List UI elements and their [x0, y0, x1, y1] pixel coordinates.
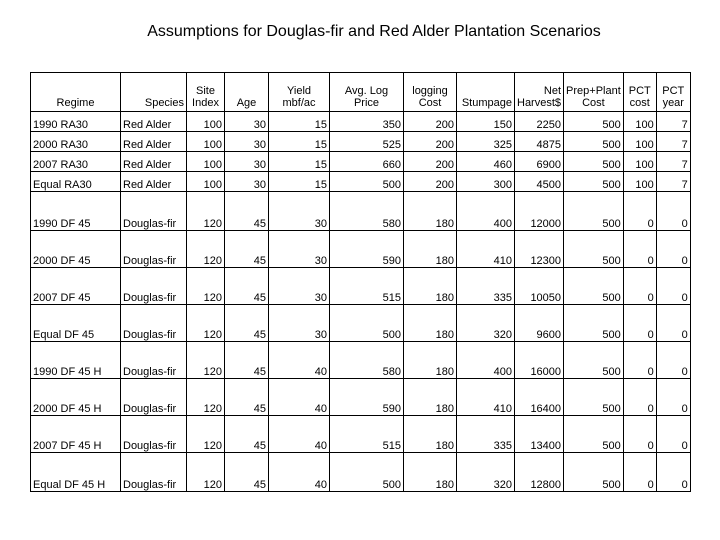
table-cell: 500 [564, 231, 624, 268]
page-title: Assumptions for Douglas-fir and Red Alder Plantation Scenarios [147, 23, 601, 40]
table-cell: 0 [656, 416, 690, 453]
table-cell: 590 [330, 379, 404, 416]
table-cell: 2007 RA30 [31, 152, 121, 172]
table-cell: 590 [330, 231, 404, 268]
table-cell: 0 [623, 342, 656, 379]
table-cell: 2000 DF 45 H [31, 379, 121, 416]
header-prep-plant-cost: Prep+Plant Cost [564, 73, 624, 112]
table-cell: 0 [623, 268, 656, 305]
table-cell: Douglas-fir [121, 231, 187, 268]
table-cell: 2007 DF 45 H [31, 416, 121, 453]
table-cell: 180 [404, 453, 457, 492]
table-cell: Douglas-fir [121, 305, 187, 342]
table-cell: 16400 [515, 379, 564, 416]
table-row [31, 192, 691, 231]
table-cell: 45 [225, 231, 269, 268]
table-cell: 15 [269, 172, 330, 192]
table-cell: 45 [225, 379, 269, 416]
table-cell: 0 [656, 268, 690, 305]
table-cell: 400 [457, 342, 515, 379]
table-cell: 500 [564, 342, 624, 379]
header-stumpage: Stumpage [457, 73, 515, 112]
table-cell: 45 [225, 453, 269, 492]
header-logging-cost: logging Cost [404, 73, 457, 112]
table-cell: 15 [269, 132, 330, 152]
table-cell: 2007 DF 45 [31, 268, 121, 305]
table-cell: 45 [225, 268, 269, 305]
table-cell: 580 [330, 192, 404, 231]
table-cell: 660 [330, 152, 404, 172]
table-cell: 6900 [515, 152, 564, 172]
table-cell: 13400 [515, 416, 564, 453]
table-cell: 0 [656, 192, 690, 231]
table-cell: 460 [457, 152, 515, 172]
table-cell: 0 [656, 379, 690, 416]
table-cell: 500 [564, 268, 624, 305]
assumptions-table [30, 72, 691, 492]
table-cell: 0 [656, 305, 690, 342]
table-cell: 1990 DF 45 [31, 192, 121, 231]
table-cell: 180 [404, 416, 457, 453]
table-row [31, 453, 691, 492]
table-cell: 45 [225, 192, 269, 231]
table-cell: 320 [457, 305, 515, 342]
header-pct-year: PCT year [656, 73, 690, 112]
table-cell: 120 [187, 231, 225, 268]
table-cell: 10050 [515, 268, 564, 305]
table-cell: 40 [269, 342, 330, 379]
table-cell: 30 [225, 172, 269, 192]
header-regime: Regime [31, 73, 121, 112]
table-cell: 45 [225, 305, 269, 342]
table-cell: 400 [457, 192, 515, 231]
table-cell: 120 [187, 268, 225, 305]
table-row [31, 268, 691, 305]
table-cell: 100 [623, 152, 656, 172]
table-cell: Douglas-fir [121, 342, 187, 379]
table-cell: 30 [225, 112, 269, 132]
table-row [31, 172, 691, 192]
table-cell: 1990 DF 45 H [31, 342, 121, 379]
header-species: Species [121, 73, 187, 112]
table-cell: 120 [187, 416, 225, 453]
table-body [31, 112, 691, 492]
table-cell: 100 [187, 152, 225, 172]
table-cell: 335 [457, 416, 515, 453]
table-cell: 45 [225, 416, 269, 453]
table-cell: 500 [564, 172, 624, 192]
table-cell: 0 [656, 453, 690, 492]
table-cell: 500 [564, 416, 624, 453]
table-row [31, 416, 691, 453]
table-cell: 7 [656, 112, 690, 132]
table-cell: 410 [457, 379, 515, 416]
table-cell: 500 [330, 305, 404, 342]
table-cell: 180 [404, 379, 457, 416]
table-cell: 12800 [515, 453, 564, 492]
table-cell: 12300 [515, 231, 564, 268]
table-cell: 180 [404, 192, 457, 231]
table-cell: 200 [404, 112, 457, 132]
table-cell: 525 [330, 132, 404, 152]
table-cell: 15 [269, 112, 330, 132]
table-cell: 120 [187, 379, 225, 416]
table-cell: 30 [269, 305, 330, 342]
table-cell: Red Alder [121, 172, 187, 192]
table-cell: 500 [564, 132, 624, 152]
table-cell: 500 [564, 379, 624, 416]
table-cell: 15 [269, 152, 330, 172]
table-cell: 2000 DF 45 [31, 231, 121, 268]
table-row [31, 342, 691, 379]
table-cell: 100 [623, 112, 656, 132]
table-cell: 30 [269, 231, 330, 268]
table-row [31, 231, 691, 268]
table-cell: 100 [623, 172, 656, 192]
table-cell: Douglas-fir [121, 453, 187, 492]
table-cell: 30 [269, 268, 330, 305]
table-cell: Red Alder [121, 132, 187, 152]
table-cell: 4500 [515, 172, 564, 192]
table-cell: 515 [330, 416, 404, 453]
table-cell: 335 [457, 268, 515, 305]
header-avg-log-price: Avg. Log Price [330, 73, 404, 112]
table-cell: 0 [656, 342, 690, 379]
table-cell: 12000 [515, 192, 564, 231]
table-cell: 325 [457, 132, 515, 152]
table-cell: 580 [330, 342, 404, 379]
table-cell: 7 [656, 172, 690, 192]
table-cell: 100 [187, 112, 225, 132]
table-cell: 0 [623, 231, 656, 268]
table-cell: 30 [269, 192, 330, 231]
table-row [31, 112, 691, 132]
table-cell: 0 [623, 379, 656, 416]
table-cell: 0 [656, 231, 690, 268]
table-cell: 500 [564, 453, 624, 492]
table-cell: 100 [623, 132, 656, 152]
table-cell: 515 [330, 268, 404, 305]
table-cell: 0 [623, 305, 656, 342]
table-cell: 7 [656, 132, 690, 152]
table-cell: Equal DF 45 H [31, 453, 121, 492]
table-cell: 180 [404, 305, 457, 342]
table-cell: Equal RA30 [31, 172, 121, 192]
header-row [31, 73, 691, 112]
table-row [31, 305, 691, 342]
table-cell: 120 [187, 192, 225, 231]
header-pct-cost: PCT cost [623, 73, 656, 112]
table-cell: Douglas-fir [121, 379, 187, 416]
table-cell: 180 [404, 268, 457, 305]
table-cell: 180 [404, 231, 457, 268]
header-site-index: Site Index [187, 73, 225, 112]
table-cell: 200 [404, 152, 457, 172]
table-cell: 120 [187, 305, 225, 342]
header-yield: Yield mbf/ac [269, 73, 330, 112]
table-cell: 500 [564, 305, 624, 342]
table-cell: 40 [269, 453, 330, 492]
table-cell: 40 [269, 379, 330, 416]
header-age: Age [225, 73, 269, 112]
table-cell: 0 [623, 453, 656, 492]
table-cell: 500 [564, 152, 624, 172]
table-cell: 2250 [515, 112, 564, 132]
table-cell: 40 [269, 416, 330, 453]
table-cell: Douglas-fir [121, 416, 187, 453]
table-cell: 180 [404, 342, 457, 379]
table-cell: 300 [457, 172, 515, 192]
table-cell: 150 [457, 112, 515, 132]
table-cell: 120 [187, 453, 225, 492]
table-cell: Douglas-fir [121, 268, 187, 305]
table-cell: 100 [187, 172, 225, 192]
table-cell: 200 [404, 172, 457, 192]
table-row [31, 152, 691, 172]
table-cell: 500 [330, 172, 404, 192]
table-cell: 200 [404, 132, 457, 152]
table-cell: 2000 RA30 [31, 132, 121, 152]
table-cell: 7 [656, 152, 690, 172]
table-cell: 350 [330, 112, 404, 132]
table-cell: 500 [564, 192, 624, 231]
table-cell: 4875 [515, 132, 564, 152]
table-cell: 120 [187, 342, 225, 379]
table-cell: Equal DF 45 [31, 305, 121, 342]
table-row [31, 132, 691, 152]
table-cell: 100 [187, 132, 225, 152]
table-cell: Red Alder [121, 152, 187, 172]
table-cell: 500 [564, 112, 624, 132]
table-cell: 500 [330, 453, 404, 492]
table-cell: 320 [457, 453, 515, 492]
header-net-harvest: Net Harvest$ [515, 73, 564, 112]
table-cell: 410 [457, 231, 515, 268]
table-cell: 45 [225, 342, 269, 379]
table-cell: 1990 RA30 [31, 112, 121, 132]
table-cell: Red Alder [121, 112, 187, 132]
table-cell: 9600 [515, 305, 564, 342]
table-cell: 30 [225, 132, 269, 152]
table-row [31, 379, 691, 416]
table-cell: 0 [623, 192, 656, 231]
table-cell: 0 [623, 416, 656, 453]
table-cell: Douglas-fir [121, 192, 187, 231]
table-cell: 16000 [515, 342, 564, 379]
table-cell: 30 [225, 152, 269, 172]
